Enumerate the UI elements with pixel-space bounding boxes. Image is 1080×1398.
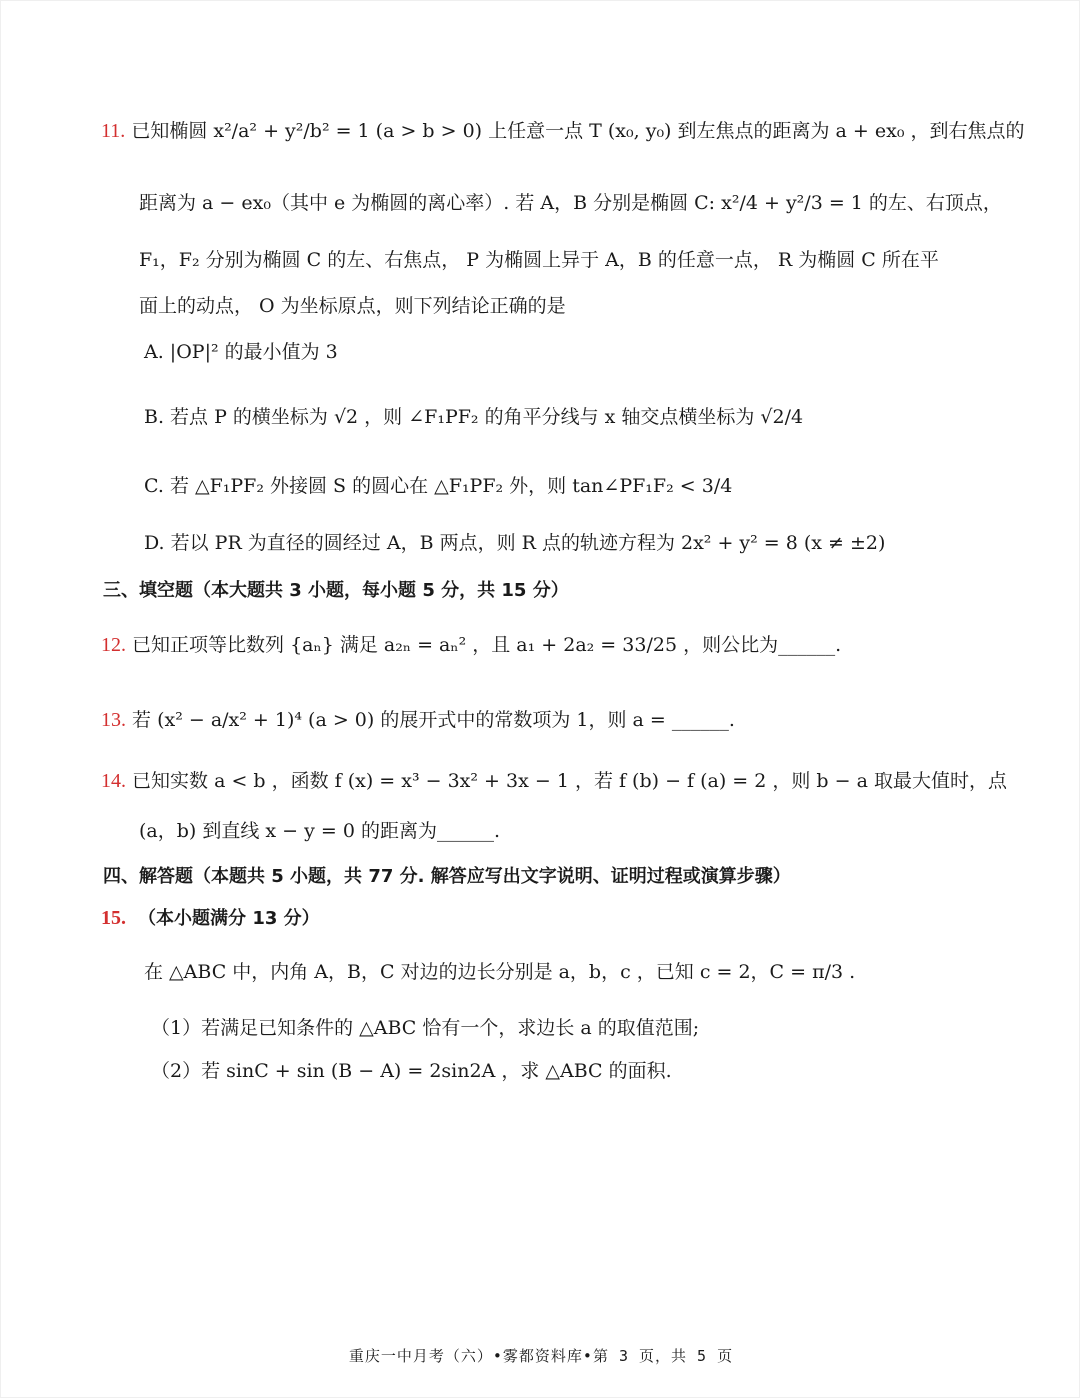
question-15-stem: 在 △ABC 中，内角 A，B，C 对边的边长分别是 a，b，c ，已知 c = 2，C = π/3 . [144,961,856,983]
question-text: 已知椭圆 x²/a² + y²/b² = 1 (a > b > 0) 上任意一点 T (x₀, y₀) 到左焦点的距离为 a + ex₀ ，到右焦点的 [131,120,1025,142]
question-text: 已知实数 a < b ，函数 f (x) = x³ − 3x² + 3x − 1 ，若 f (b) − f (a) = 2 ，则 b − a 取最大值时，点 [132,770,1007,792]
question-13 [101,708,735,732]
question-15-header [101,906,320,931]
question-11-line-4: 面上的动点， O 为坐标原点，则下列结论正确的是 [139,295,566,317]
question-text: 已知正项等比数列 {aₙ} 满足 a₂ₙ = aₙ² ，且 a₁ + 2a₂ = 33/25 ，则公比为______. [132,634,842,656]
question-points: （本小题满分 13 分） [138,908,320,929]
question-14-line-1 [101,769,1007,793]
question-15-part-1: （1）若满足已知条件的 △ABC 恰有一个，求边长 a 的取值范围; [151,1017,700,1039]
question-number: 11. [101,120,126,142]
section-heading-fill-in: 三、填空题（本大题共 3 小题，每小题 5 分，共 15 分） [103,580,569,601]
question-15-part-2: （2）若 sinC + sin (B − A) = 2sin2A ，求 △ABC 的面积. [151,1060,672,1082]
option-c: C. 若 △F₁PF₂ 外接圆 S 的圆心在 △F₁PF₂ 外，则 tan∠PF₁F₂ < 3/4 [144,475,733,497]
section-heading-solutions: 四、解答题（本题共 5 小题，共 77 分. 解答应写出文字说明、证明过程或演算步骤） [103,866,791,887]
option-a: A. |OP|² 的最小值为 3 [144,341,338,363]
question-11-line-2: 距离为 a − ex₀（其中 e 为椭圆的离心率）. 若 A，B 分别是椭圆 C: x²/4 + y²/3 = 1 的左、右顶点， [139,192,1002,214]
question-text: 若 (x² − a/x² + 1)⁴ (a > 0) 的展开式中的常数项为 1，则 a = ______. [132,709,735,731]
question-number: 14. [101,770,126,792]
question-12 [101,633,841,657]
question-number: 15. [101,907,126,929]
option-b: B. 若点 P 的横坐标为 √2 ，则 ∠F₁PF₂ 的角平分线与 x 轴交点横坐标为 √2/4 [144,406,804,428]
question-11-line-3: F₁，F₂ 分别为椭圆 C 的左、右焦点， P 为椭圆上异于 A，B 的任意一点， R 为椭圆 C 所在平 [139,249,939,271]
option-d: D. 若以 PR 为直径的圆经过 A，B 两点，则 R 点的轨迹方程为 2x² + y² = 8 (x ≠ ±2) [144,532,886,554]
question-14-line-2: (a，b) 到直线 x − y = 0 的距离为______. [139,820,501,842]
question-11-line-1 [101,119,1025,143]
question-number: 13. [101,709,126,731]
page-footer: 重庆一中月考（六）•雾都资料库•第 3 页，共 5 页 [348,1347,734,1365]
question-number: 12. [101,634,126,656]
